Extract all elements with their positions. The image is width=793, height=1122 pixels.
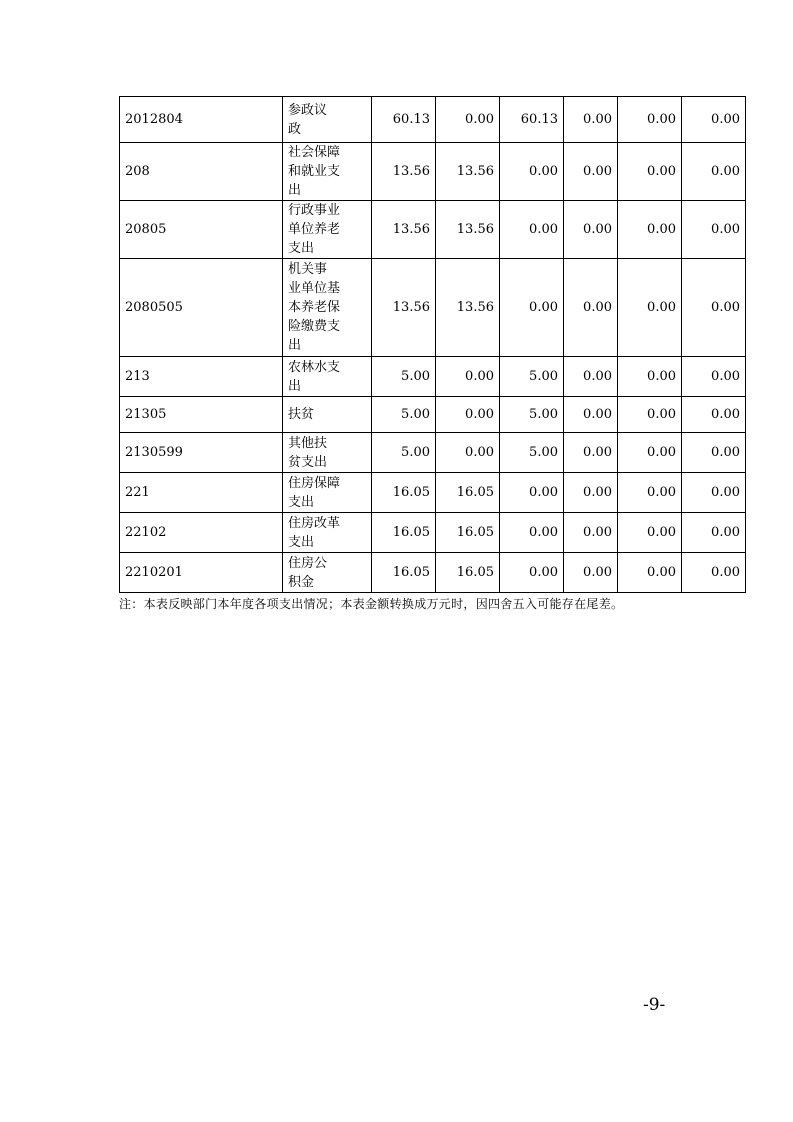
- amount-cell: 0.00: [682, 397, 746, 433]
- amount-cell: 0.00: [500, 201, 564, 259]
- table-row: [120, 433, 746, 473]
- amount-cell: 0.00: [682, 357, 746, 397]
- amount-cell: 0.00: [618, 357, 682, 397]
- table-row: [120, 143, 746, 201]
- subject-name-cell: 社会保障 和就业支 出: [283, 143, 372, 201]
- amount-cell: 60.13: [372, 97, 436, 143]
- amount-cell: 0.00: [682, 513, 746, 553]
- subject-name-cell: 机关事 业单位基 本养老保 险缴费支 出: [283, 259, 372, 357]
- amount-cell: 0.00: [682, 259, 746, 357]
- amount-cell: 16.05: [436, 553, 500, 593]
- amount-cell: 5.00: [500, 433, 564, 473]
- amount-cell: 16.05: [372, 473, 436, 513]
- subject-name-cell: 扶贫: [283, 397, 372, 433]
- amount-cell: 5.00: [500, 397, 564, 433]
- amount-cell: 0.00: [682, 433, 746, 473]
- amount-cell: 0.00: [618, 259, 682, 357]
- amount-cell: 0.00: [682, 97, 746, 143]
- page-number: -9-: [643, 995, 666, 1015]
- subject-code-cell: 2080505: [120, 259, 283, 357]
- table-row: [120, 259, 746, 357]
- subject-code-cell: 22102: [120, 513, 283, 553]
- amount-cell: 0.00: [436, 97, 500, 143]
- table-row: [120, 397, 746, 433]
- amount-cell: 13.56: [372, 201, 436, 259]
- subject-code-cell: 2210201: [120, 553, 283, 593]
- amount-cell: 0.00: [436, 357, 500, 397]
- subject-code-cell: 20805: [120, 201, 283, 259]
- subject-code-cell: 221: [120, 473, 283, 513]
- table-row: [120, 513, 746, 553]
- amount-cell: 0.00: [564, 513, 618, 553]
- amount-cell: 0.00: [564, 433, 618, 473]
- amount-cell: 0.00: [618, 143, 682, 201]
- amount-cell: 0.00: [618, 97, 682, 143]
- amount-cell: 16.05: [372, 553, 436, 593]
- amount-cell: 5.00: [372, 433, 436, 473]
- table-row: [120, 473, 746, 513]
- amount-cell: 0.00: [618, 201, 682, 259]
- subject-code-cell: 2012804: [120, 97, 283, 143]
- subject-code-cell: 2130599: [120, 433, 283, 473]
- amount-cell: 0.00: [564, 143, 618, 201]
- amount-cell: 0.00: [618, 473, 682, 513]
- amount-cell: 0.00: [618, 553, 682, 593]
- amount-cell: 0.00: [500, 473, 564, 513]
- amount-cell: 13.56: [372, 259, 436, 357]
- subject-name-cell: 住房保障 支出: [283, 473, 372, 513]
- amount-cell: 0.00: [618, 397, 682, 433]
- amount-cell: 16.05: [436, 513, 500, 553]
- amount-cell: 0.00: [564, 97, 618, 143]
- amount-cell: 13.56: [436, 259, 500, 357]
- subject-name-cell: 农林水支 出: [283, 357, 372, 397]
- amount-cell: 0.00: [682, 553, 746, 593]
- subject-name-cell: 住房公 积金: [283, 553, 372, 593]
- amount-cell: 0.00: [618, 433, 682, 473]
- amount-cell: 16.05: [436, 473, 500, 513]
- subject-name-cell: 其他扶 贫支出: [283, 433, 372, 473]
- table-note: 注：本表反映部门本年度各项支出情况；本表金额转换成万元时，因四舍五入可能存在尾差。: [119, 597, 624, 611]
- amount-cell: 0.00: [564, 357, 618, 397]
- amount-cell: 0.00: [564, 397, 618, 433]
- subject-code-cell: 21305: [120, 397, 283, 433]
- amount-cell: 13.56: [436, 143, 500, 201]
- amount-cell: 0.00: [564, 201, 618, 259]
- table-row: [120, 553, 746, 593]
- amount-cell: 0.00: [500, 143, 564, 201]
- amount-cell: 60.13: [500, 97, 564, 143]
- amount-cell: 16.05: [372, 513, 436, 553]
- amount-cell: 0.00: [682, 201, 746, 259]
- amount-cell: 0.00: [500, 553, 564, 593]
- amount-cell: 0.00: [682, 143, 746, 201]
- amount-cell: 5.00: [372, 357, 436, 397]
- table-body: [120, 97, 746, 593]
- amount-cell: 0.00: [682, 473, 746, 513]
- amount-cell: 13.56: [372, 143, 436, 201]
- subject-code-cell: 213: [120, 357, 283, 397]
- table-row: [120, 357, 746, 397]
- amount-cell: 0.00: [564, 553, 618, 593]
- subject-name-cell: 参政议 政: [283, 97, 372, 143]
- amount-cell: 5.00: [372, 397, 436, 433]
- table-row: [120, 201, 746, 259]
- amount-cell: 0.00: [618, 513, 682, 553]
- subject-code-cell: 208: [120, 143, 283, 201]
- expenditure-table: [119, 96, 746, 593]
- amount-cell: 0.00: [436, 397, 500, 433]
- amount-cell: 0.00: [564, 259, 618, 357]
- subject-name-cell: 住房改革 支出: [283, 513, 372, 553]
- subject-name-cell: 行政事业 单位养老 支出: [283, 201, 372, 259]
- amount-cell: 0.00: [500, 513, 564, 553]
- amount-cell: 5.00: [500, 357, 564, 397]
- table-row: [120, 97, 746, 143]
- amount-cell: 0.00: [436, 433, 500, 473]
- amount-cell: 0.00: [500, 259, 564, 357]
- amount-cell: 0.00: [564, 473, 618, 513]
- amount-cell: 13.56: [436, 201, 500, 259]
